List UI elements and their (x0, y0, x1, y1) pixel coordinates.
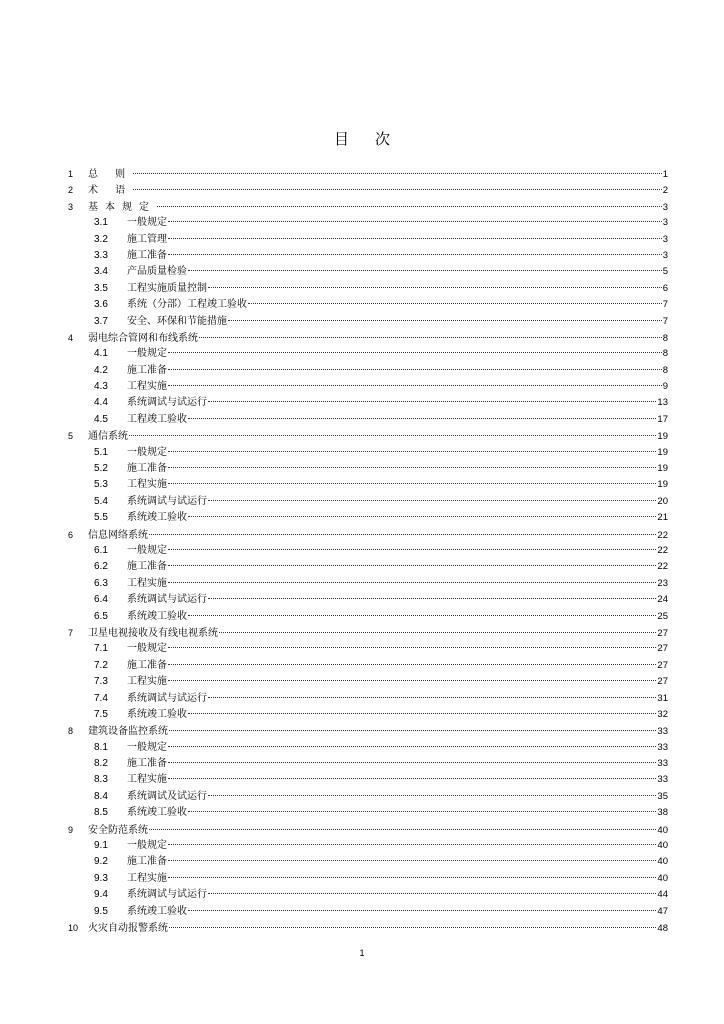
toc-number: 1 (68, 169, 74, 179)
toc-page-number: 13 (657, 397, 668, 409)
toc-section-row[interactable] (68, 592, 668, 608)
toc-page-number: 24 (657, 594, 668, 606)
toc-section-row[interactable] (68, 772, 668, 788)
toc-label: 施工准备 (127, 758, 167, 770)
toc-page-number: 31 (657, 692, 668, 704)
toc-dot-leader (168, 352, 662, 353)
toc-section-row[interactable] (68, 559, 668, 575)
toc-section-row[interactable] (68, 609, 668, 625)
toc-section-row[interactable] (68, 395, 668, 411)
toc-page-number: 19 (657, 446, 668, 458)
toc-number: 4.4 (94, 397, 108, 409)
toc-dot-leader (169, 730, 656, 731)
toc-number: 8.5 (94, 807, 108, 819)
toc-page-number: 19 (657, 463, 668, 475)
toc-label: 施工准备 (127, 364, 167, 376)
toc-section-row[interactable] (68, 691, 668, 707)
toc-section-row[interactable] (68, 363, 668, 379)
toc-number: 4.5 (94, 413, 108, 425)
toc-dot-leader (169, 927, 656, 928)
toc-page-number: 7 (662, 315, 668, 327)
toc-page-number: 44 (657, 889, 668, 901)
toc-number: 3.2 (94, 233, 108, 245)
toc-dot-leader (219, 632, 656, 633)
toc-dot-leader (168, 238, 662, 239)
toc-dot-leader (168, 647, 656, 648)
toc-chapter-row[interactable] (68, 527, 668, 543)
toc-label: 一般规定 (127, 643, 167, 655)
toc-label: 建筑设备监控系统 (88, 726, 168, 738)
toc-label: 基本规定 (88, 201, 156, 213)
toc-number: 8.1 (94, 741, 108, 753)
toc-label: 总 则 (88, 169, 133, 180)
toc-dot-leader (208, 893, 656, 894)
toc-number: 2 (68, 185, 74, 196)
toc-section-row[interactable] (68, 887, 668, 903)
toc-section-row[interactable] (68, 232, 668, 248)
toc-chapter-row[interactable] (68, 920, 668, 936)
toc-label: 一般规定 (127, 217, 167, 229)
toc-section-row[interactable] (68, 461, 668, 477)
toc-dot-leader (168, 385, 662, 386)
toc-section-row[interactable] (68, 756, 668, 772)
toc-section-row[interactable] (68, 789, 668, 805)
toc-chapter-row[interactable] (68, 428, 668, 444)
toc-page-number: 25 (657, 610, 668, 622)
toc-number: 3 (68, 201, 74, 212)
toc-number: 3.4 (94, 266, 108, 278)
toc-chapter-row[interactable] (68, 723, 668, 739)
toc-label: 火灾自动报警系统 (88, 922, 168, 934)
toc-number: 5.4 (94, 495, 108, 507)
toc-page-number: 48 (657, 922, 668, 934)
toc-section-row[interactable] (68, 641, 668, 657)
toc-label: 安全、环保和节能措施 (127, 315, 227, 327)
toc-label: 工程实施 (127, 479, 167, 491)
toc-page-number: 19 (657, 431, 668, 443)
toc-number: 7 (68, 627, 74, 638)
toc-section-row[interactable] (68, 248, 668, 264)
toc-page-number: 6 (662, 282, 668, 294)
toc-dot-leader (168, 451, 656, 452)
toc-label: 系统竣工验收 (127, 807, 187, 819)
toc-page-number: 27 (657, 643, 668, 655)
toc-number: 6 (68, 529, 74, 540)
toc-page-number: 3 (662, 249, 668, 261)
toc-dot-leader (168, 746, 656, 747)
toc-section-row[interactable] (68, 854, 668, 870)
toc-label: 工程实施 (127, 774, 167, 786)
toc-dot-leader (188, 910, 656, 911)
toc-page-number: 3 (662, 201, 668, 213)
toc-number: 9.3 (94, 872, 108, 884)
toc-dot-leader (188, 270, 662, 271)
toc-section-row[interactable] (68, 740, 668, 756)
toc-number: 3.3 (94, 249, 108, 261)
toc-page-number: 35 (657, 790, 668, 802)
table-of-contents (68, 166, 668, 936)
toc-dot-leader (133, 173, 662, 174)
toc-number: 7.1 (94, 643, 108, 655)
toc-dot-leader (133, 189, 662, 190)
toc-chapter-row[interactable] (68, 330, 668, 346)
toc-section-row[interactable] (68, 494, 668, 510)
toc-section-row[interactable] (68, 477, 668, 493)
toc-number: 9 (68, 824, 74, 835)
toc-section-row[interactable] (68, 674, 668, 690)
toc-page-number: 17 (657, 413, 668, 425)
toc-label: 施工准备 (127, 856, 167, 868)
toc-label: 工程实施 (127, 577, 167, 589)
toc-dot-leader (188, 713, 656, 714)
toc-label: 信息网络系统 (88, 529, 148, 541)
toc-number: 5.1 (94, 446, 108, 458)
toc-label: 系统调试与试运行 (127, 495, 207, 507)
toc-section-row[interactable] (68, 264, 668, 280)
toc-dot-leader (168, 860, 656, 861)
toc-dot-leader (157, 206, 662, 207)
toc-section-row[interactable] (68, 314, 668, 330)
toc-chapter-row[interactable] (68, 822, 668, 838)
toc-number: 3.1 (94, 217, 108, 229)
toc-label: 系统调试与试运行 (127, 889, 207, 901)
toc-section-row[interactable] (68, 379, 668, 395)
toc-dot-leader (168, 877, 656, 878)
toc-page-number: 33 (657, 726, 668, 738)
toc-label: 施工准备 (127, 561, 167, 573)
toc-page-number: 3 (662, 217, 668, 229)
toc-label: 弱电综合管网和布线系统 (88, 332, 198, 344)
toc-label: 系统竣工验收 (127, 905, 187, 917)
toc-section-row[interactable] (68, 412, 668, 428)
toc-section-row[interactable] (68, 543, 668, 559)
toc-dot-leader (168, 467, 656, 468)
toc-number: 5.3 (94, 479, 108, 491)
toc-section-row[interactable] (68, 445, 668, 461)
toc-page-number: 22 (657, 529, 668, 541)
toc-section-row[interactable] (68, 215, 668, 231)
toc-page-number: 33 (657, 758, 668, 770)
toc-label: 工程实施 (127, 676, 167, 688)
toc-dot-leader (168, 762, 656, 763)
toc-dot-leader (208, 401, 656, 402)
toc-page-number: 8 (662, 348, 668, 360)
toc-section-row[interactable] (68, 281, 668, 297)
toc-section-row[interactable] (68, 904, 668, 920)
toc-number: 8.4 (94, 790, 108, 802)
toc-dot-leader (199, 337, 662, 338)
toc-page-number: 7 (662, 299, 668, 311)
toc-dot-leader (168, 582, 656, 583)
toc-label: 一般规定 (127, 741, 167, 753)
toc-number: 3.5 (94, 282, 108, 294)
toc-number: 6.4 (94, 594, 108, 606)
toc-dot-leader (168, 565, 656, 566)
toc-number: 6.3 (94, 577, 108, 589)
toc-label: 系统调试及试运行 (127, 790, 207, 802)
toc-dot-leader (149, 534, 656, 535)
toc-number: 9.2 (94, 856, 108, 868)
toc-dot-leader (188, 811, 656, 812)
toc-dot-leader (168, 778, 656, 779)
toc-number: 4.1 (94, 348, 108, 360)
toc-label: 施工管理 (127, 233, 167, 245)
toc-number: 3.7 (94, 315, 108, 327)
toc-label: 系统调试与试运行 (127, 397, 207, 409)
toc-chapter-row[interactable] (68, 166, 668, 182)
page-number: 1 (359, 948, 365, 958)
toc-page-number: 9 (662, 381, 668, 393)
toc-dot-leader (208, 795, 656, 796)
toc-label: 一般规定 (127, 348, 167, 360)
toc-dot-leader (228, 320, 662, 321)
toc-page-number: 40 (657, 856, 668, 868)
toc-dot-leader (168, 369, 662, 370)
toc-label: 施工准备 (127, 659, 167, 671)
toc-label: 一般规定 (127, 544, 167, 556)
toc-dot-leader (188, 516, 656, 517)
toc-page-number: 8 (662, 332, 668, 344)
toc-section-row[interactable] (68, 297, 668, 313)
toc-dot-leader (208, 500, 656, 501)
toc-page-number: 22 (657, 544, 668, 556)
toc-label: 工程实施质量控制 (127, 282, 207, 294)
toc-page-number: 47 (657, 905, 668, 917)
toc-dot-leader (149, 829, 656, 830)
toc-label: 系统竣工验收 (127, 610, 187, 622)
toc-page-number: 33 (657, 774, 668, 786)
toc-page-number: 1 (662, 169, 668, 180)
toc-label: 系统（分部）工程竣工验收 (127, 299, 247, 311)
toc-label: 系统调试与试运行 (127, 692, 207, 704)
toc-section-row[interactable] (68, 576, 668, 592)
toc-label: 系统调试与试运行 (127, 594, 207, 606)
toc-label: 产品质量检验 (127, 266, 187, 278)
toc-number: 6.5 (94, 610, 108, 622)
toc-label: 工程实施 (127, 381, 167, 393)
toc-dot-leader (248, 303, 662, 304)
toc-dot-leader (168, 844, 656, 845)
toc-label: 安全防范系统 (88, 824, 148, 836)
toc-label: 通信系统 (88, 431, 128, 443)
toc-section-row[interactable] (68, 707, 668, 723)
toc-number: 9.5 (94, 905, 108, 917)
toc-page-number: 40 (657, 824, 668, 836)
toc-label: 施工准备 (127, 463, 167, 475)
toc-dot-leader (168, 549, 656, 550)
toc-page-number: 40 (657, 872, 668, 884)
toc-chapter-row[interactable] (68, 625, 668, 641)
toc-section-row[interactable] (68, 658, 668, 674)
toc-number: 9.1 (94, 840, 108, 852)
toc-number: 7.2 (94, 659, 108, 671)
toc-page-number: 33 (657, 741, 668, 753)
toc-section-row[interactable] (68, 346, 668, 362)
toc-dot-leader (168, 254, 662, 255)
toc-section-row[interactable] (68, 838, 668, 854)
toc-number: 8.3 (94, 774, 108, 786)
toc-number: 3.6 (94, 299, 108, 311)
toc-dot-leader (208, 287, 662, 288)
toc-dot-leader (188, 615, 656, 616)
toc-label: 系统竣工验收 (127, 708, 187, 720)
toc-label: 术 语 (88, 185, 133, 197)
toc-number: 6.1 (94, 544, 108, 556)
toc-dot-leader (168, 483, 656, 484)
toc-chapter-row[interactable] (68, 199, 668, 215)
toc-number: 5.2 (94, 463, 108, 475)
toc-page-number: 8 (662, 364, 668, 376)
toc-page-number: 20 (657, 495, 668, 507)
toc-dot-leader (208, 598, 656, 599)
toc-page-number: 27 (657, 676, 668, 688)
toc-label: 一般规定 (127, 840, 167, 852)
toc-number: 5.5 (94, 512, 108, 524)
toc-number: 5 (68, 431, 74, 442)
page-title: 目次 (333, 130, 416, 148)
toc-number: 7.5 (94, 708, 108, 720)
toc-section-row[interactable] (68, 510, 668, 526)
toc-number: 7.4 (94, 692, 108, 704)
toc-number: 8.2 (94, 758, 108, 770)
toc-dot-leader (168, 221, 662, 222)
toc-label: 工程竣工验收 (127, 413, 187, 425)
toc-label: 一般规定 (127, 446, 167, 458)
toc-page-number: 38 (657, 807, 668, 819)
toc-page-number: 19 (657, 479, 668, 491)
toc-dot-leader (168, 664, 656, 665)
toc-section-row[interactable] (68, 805, 668, 821)
toc-number: 7.3 (94, 676, 108, 688)
toc-number: 4.3 (94, 381, 108, 393)
toc-label: 施工准备 (127, 249, 167, 261)
toc-label: 工程实施 (127, 872, 167, 884)
toc-page-number: 21 (657, 512, 668, 524)
toc-page-number: 27 (657, 627, 668, 639)
toc-page-number: 2 (662, 185, 668, 197)
toc-page-number: 5 (662, 266, 668, 278)
toc-dot-leader (168, 680, 656, 681)
toc-dot-leader (188, 418, 656, 419)
toc-page-number: 23 (657, 577, 668, 589)
toc-label: 卫星电视接收及有线电视系统 (88, 627, 218, 639)
toc-number: 6.2 (94, 561, 108, 573)
toc-page-number: 40 (657, 840, 668, 852)
toc-page-number: 27 (657, 659, 668, 671)
toc-chapter-row[interactable] (68, 182, 668, 198)
toc-dot-leader (208, 697, 656, 698)
toc-number: 10 (68, 922, 79, 933)
toc-page-number: 3 (662, 233, 668, 245)
toc-page-number: 32 (657, 708, 668, 720)
toc-number: 8 (68, 726, 74, 737)
toc-number: 9.4 (94, 889, 108, 901)
toc-section-row[interactable] (68, 871, 668, 887)
toc-dot-leader (129, 435, 656, 436)
toc-label: 系统竣工验收 (127, 512, 187, 524)
toc-number: 4.2 (94, 364, 108, 376)
toc-number: 4 (68, 332, 74, 343)
toc-page-number: 22 (657, 561, 668, 573)
